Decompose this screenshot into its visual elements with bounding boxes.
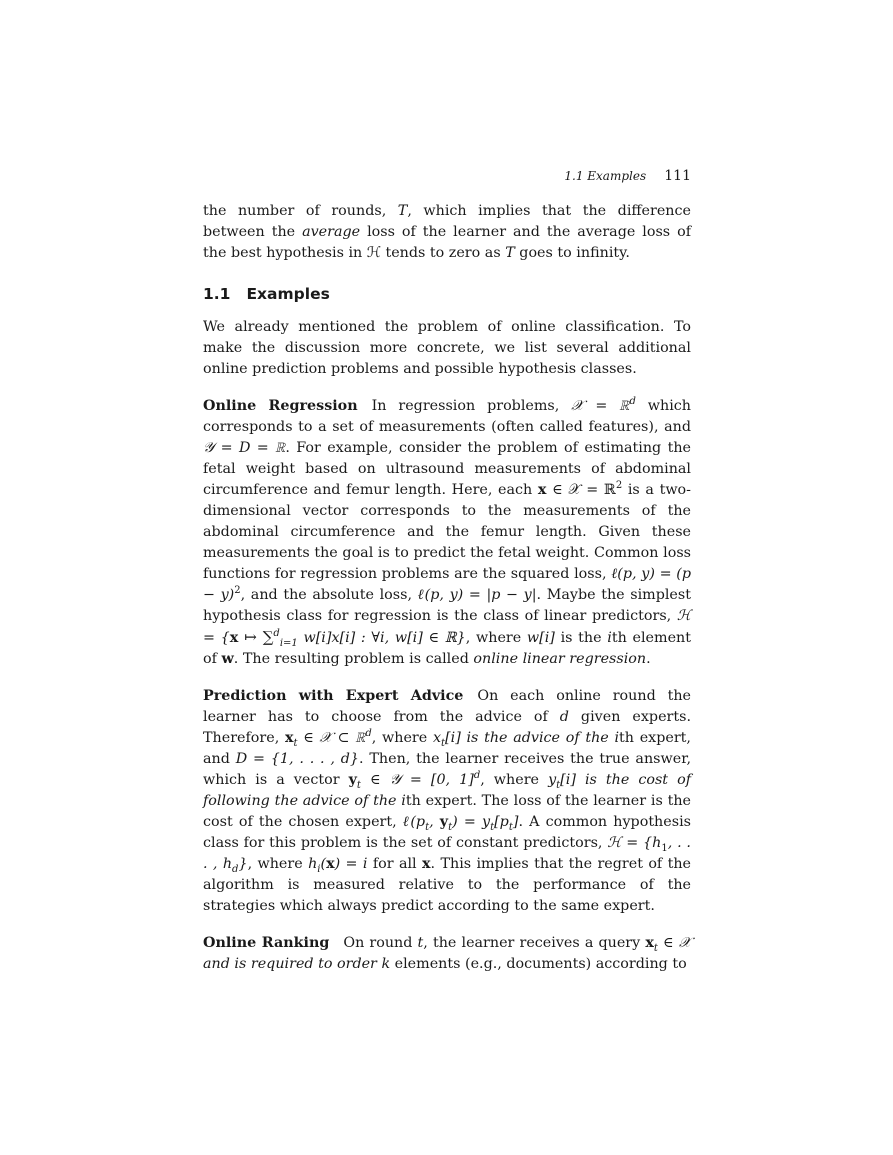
section-intro-paragraph: We already mentioned the problem of online classification. To make the discussion more concrete, we list several additional online prediction problems and possible hypothesis classes.: [203, 319, 691, 377]
expert-advice-title: Prediction with Expert Advice: [203, 688, 464, 704]
section-title: Examples: [246, 285, 330, 303]
section-number: 1.1: [203, 285, 231, 303]
expert-advice-paragraph: Prediction with Expert Advice On each online round the learner has to choose from the advice of d given experts. Therefore, $x_t$ ∈ 𝒳 ⊂ ℝ$^d$, where $x_t[i]$ is the advice of the ith expert, and D = {1, . . . , d}. Then, the learner receives the true answer, which is a vector $y_t$ ∈ 𝒴 = [0, 1]$^d$, where $y_t[i]$ is the cost of following the advice of the ith expert. The loss of the learner is the cost of the chosen expert, $\ell(p_t$, $y_t) = y_t[p_t]$. A common hypothesis class for this problem is the set of constant predictors, ℋ = {$h_1$, . . . , $h_d$}, where $h_i(x) = i$ for all x. This implies that the regret of the algorithm is measured relative to the performance of the strategies which always predict according to the same expert.: [203, 688, 691, 914]
page-number: 111: [664, 168, 691, 184]
running-head-section: 1.1 Examples: [564, 169, 647, 183]
online-regression-title: Online Regression: [203, 398, 358, 414]
running-head: [564, 168, 691, 184]
online-ranking-title: Online Ranking: [203, 935, 330, 951]
online-ranking-paragraph: Online Ranking On round t, the learner receives a query $x_t$ ∈ 𝒳 and is required to order k elements (e.g., documents) according to: [203, 935, 692, 972]
section-heading: [203, 283, 691, 305]
body-text: [203, 201, 691, 975]
online-regression-paragraph: Online Regression In regression problems, 𝒳 = ℝ$^d$ which corresponds to a set of measurements (often called features), and 𝒴 = D = ℝ. For example, consider the problem of estimating the fetal weight based on ultrasound measurements of abdominal circumference and femur length. Here, each x ∈ 𝒳 = ℝ$^2$ is a two-dimensional vector corresponds to the measurements of the abdominal circumference and the femur length. Given these measurements the goal is to predict the fetal weight. Common loss functions for regression problems are the squared loss, ℓ(p, $y) = (p - y)^2$, and the absolute loss, ℓ(p, y) = |p − y|. Maybe the simplest hypothesis class for regression is the class of linear predictors, ℋ = {x ↦ ∑$^d_{i=1}$ w[i]x[i] : ∀i, w[i] ∈ ℝ}, where w[i] is the ith element of w. The resulting problem is called online linear regression.: [203, 396, 692, 667]
intro-paragraph: the number of rounds, T, which implies that the difference between the average loss of the learner and the average loss of the best hypothesis in ℋ tends to zero as T goes to infinity.: [203, 203, 691, 261]
